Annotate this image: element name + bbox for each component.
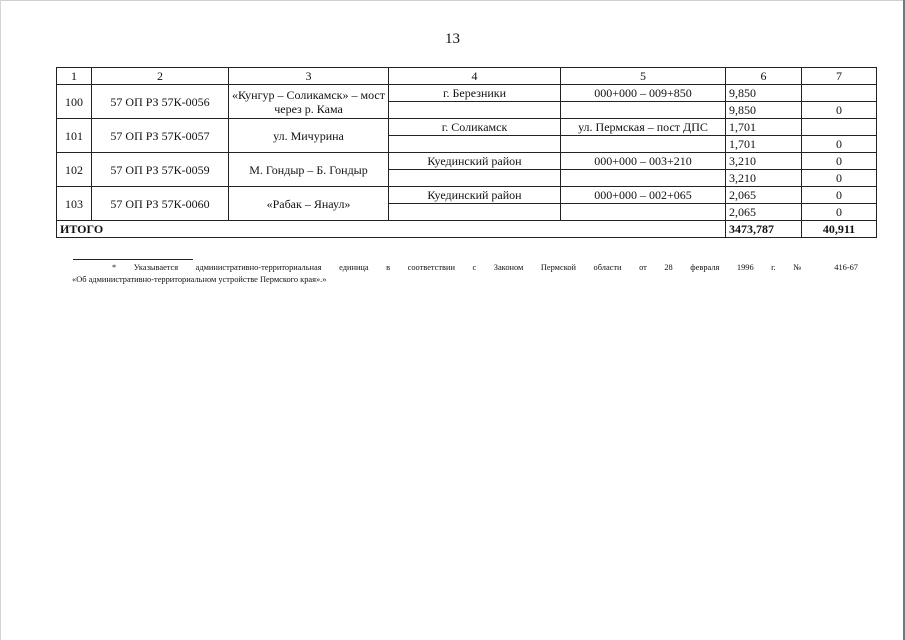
footnote-line-1: * Указывается административно-территориальная единица в соответствии с Законом Пермской области от 28 февраля 1996 г. № 416-67 xyxy=(112,263,858,272)
admin-unit xyxy=(389,136,561,153)
total-label: ИТОГО xyxy=(57,221,726,238)
length-value: 9,850 xyxy=(726,85,802,102)
road-code: 57 ОП РЗ 57К-0060 xyxy=(92,187,229,221)
admin-unit: Куединский район xyxy=(389,187,561,204)
length-value: 3,210 xyxy=(726,170,802,187)
admin-unit xyxy=(389,102,561,119)
header-cell: 1 xyxy=(57,68,92,85)
admin-unit: Куединский район xyxy=(389,153,561,170)
header-cell: 4 xyxy=(389,68,561,85)
admin-unit xyxy=(389,204,561,221)
length-value: 2,065 xyxy=(726,187,802,204)
km-range xyxy=(561,136,726,153)
col7-value: 0 xyxy=(802,187,877,204)
km-range: 000+000 – 003+210 xyxy=(561,153,726,170)
length-value: 1,701 xyxy=(726,119,802,136)
row-number: 103 xyxy=(57,187,92,221)
page-number: 13 xyxy=(445,31,460,47)
length-value: 2,065 xyxy=(726,204,802,221)
col7-value: 0 xyxy=(802,170,877,187)
col7-value: 0 xyxy=(802,102,877,119)
row-number: 100 xyxy=(57,85,92,119)
km-range xyxy=(561,102,726,119)
road-name: «Кунгур – Соликамск» – мост через р. Кама xyxy=(229,85,389,119)
row-number: 101 xyxy=(57,119,92,153)
admin-unit: г. Соликамск xyxy=(389,119,561,136)
col7-value: 0 xyxy=(802,153,877,170)
km-range: ул. Пермская – пост ДПС xyxy=(561,119,726,136)
scan-edge-top xyxy=(0,0,905,1)
total-col7: 40,911 xyxy=(802,221,877,238)
road-name: ул. Мичурина xyxy=(229,119,389,153)
km-range xyxy=(561,170,726,187)
header-cell: 6 xyxy=(726,68,802,85)
header-cell: 5 xyxy=(561,68,726,85)
col7-value: 0 xyxy=(802,204,877,221)
header-cell: 2 xyxy=(92,68,229,85)
length-value: 1,701 xyxy=(726,136,802,153)
admin-unit xyxy=(389,170,561,187)
col7-value: 0 xyxy=(802,136,877,153)
table-row xyxy=(57,187,877,204)
roads-table xyxy=(56,67,877,238)
total-row xyxy=(57,221,877,238)
total-length: 3473,787 xyxy=(726,221,802,238)
row-number: 102 xyxy=(57,153,92,187)
header-cell: 7 xyxy=(802,68,877,85)
scan-edge-left xyxy=(0,0,1,640)
footnote-line-2: «Об административно-территориальном устройстве Пермского края».» xyxy=(72,275,327,284)
table-row xyxy=(57,85,877,102)
road-name: «Рабак – Янаул» xyxy=(229,187,389,221)
km-range xyxy=(561,204,726,221)
footnote xyxy=(72,262,858,286)
table-row xyxy=(57,119,877,136)
admin-unit: г. Березники xyxy=(389,85,561,102)
road-code: 57 ОП РЗ 57К-0059 xyxy=(92,153,229,187)
road-code: 57 ОП РЗ 57К-0057 xyxy=(92,119,229,153)
length-value: 3,210 xyxy=(726,153,802,170)
km-range: 000+000 – 002+065 xyxy=(561,187,726,204)
length-value: 9,850 xyxy=(726,102,802,119)
table-header-row xyxy=(57,68,877,85)
road-code: 57 ОП РЗ 57К-0056 xyxy=(92,85,229,119)
col7-value xyxy=(802,119,877,136)
header-cell: 3 xyxy=(229,68,389,85)
footnote-separator xyxy=(73,259,193,260)
table-row xyxy=(57,153,877,170)
road-name: М. Гондыр – Б. Гондыр xyxy=(229,153,389,187)
km-range: 000+000 – 009+850 xyxy=(561,85,726,102)
col7-value xyxy=(802,85,877,102)
